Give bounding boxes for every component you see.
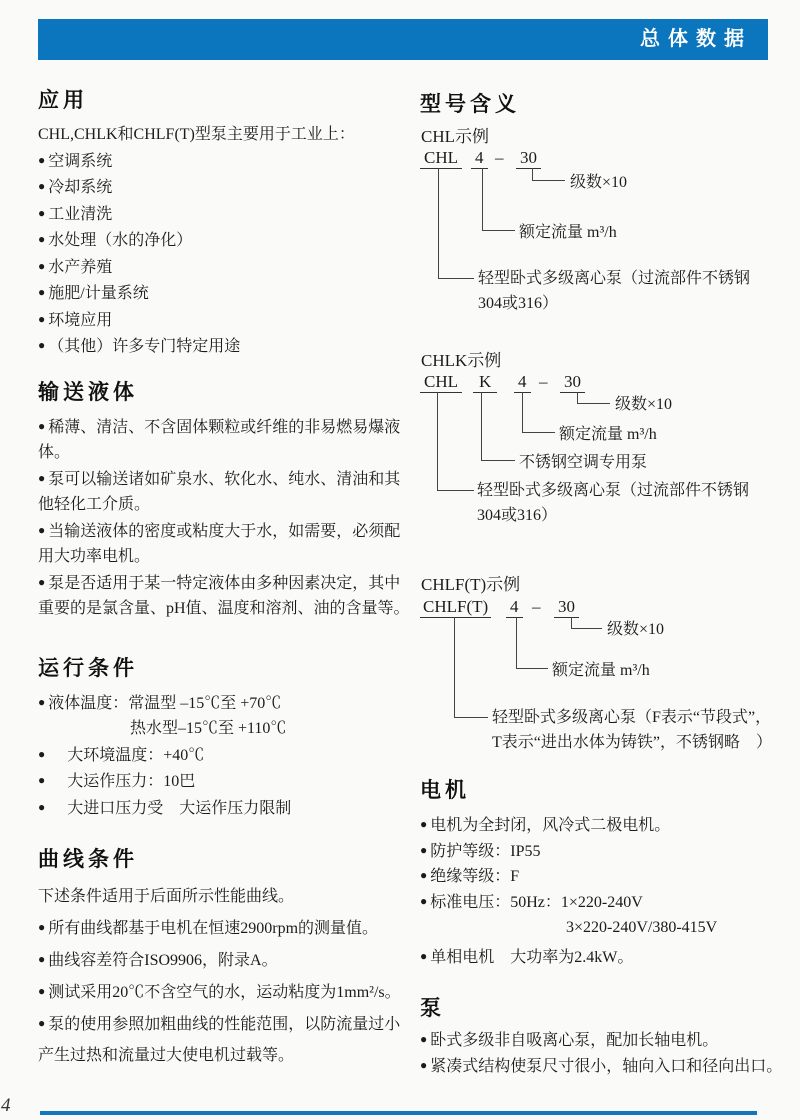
list-item: ● 环境应用 <box>38 307 410 334</box>
list-item: ● 空调系统 <box>38 148 410 175</box>
section-heading: 输送液体 <box>38 380 138 404</box>
diagram-label-stages: 级数×10 <box>615 396 673 413</box>
model-code-dash: – <box>539 372 548 391</box>
section-heading: 运行条件 <box>38 656 138 680</box>
diagram-label-flow: 额定流量 m³/h <box>519 224 617 241</box>
list-item: ● 泵是否适用于某一特定液体由多种因素决定，其中 重要的是氯含量、pH值、温度和溶剂、油的含量等。 <box>38 570 410 622</box>
model-code-part: K <box>473 372 497 393</box>
model-code-dash: – <box>532 597 541 616</box>
list-item: ● 施肥/计量系统 <box>38 280 410 307</box>
model-code-part: 4 <box>514 372 531 393</box>
list-item: ● 电机为全封闭，风冷式二极电机。 <box>420 812 670 838</box>
connector-elbow <box>532 168 565 181</box>
connector-elbow <box>438 168 474 279</box>
section-curve-conditions <box>38 847 410 1071</box>
model-code-dash: – <box>495 148 504 167</box>
diagram-label-k: 不锈钢空调专用泵 <box>519 454 648 471</box>
diagram-label-flow: 额定流量 m³/h <box>552 662 650 679</box>
model-code-part: 30 <box>516 148 541 169</box>
curve-list <box>38 912 410 1071</box>
diagram-label-stages: 级数×10 <box>607 621 665 638</box>
model-code-part: CHLF(T) <box>420 597 491 618</box>
list-item: ● 水处理（水的净化） <box>38 227 410 254</box>
connector-elbow <box>482 168 515 231</box>
footer-rule <box>40 1111 757 1115</box>
diagram-label-series <box>478 266 778 316</box>
applications-list <box>38 148 410 360</box>
list-item: ● 泵可以输送诸如矿泉水、软化水、纯水、清油和其他轻化工介质。 <box>38 466 410 518</box>
diagram-label-stages: 级数×10 <box>570 174 628 191</box>
diagram-label-line: T表示“进出水体为铸铁”，不锈钢略 ） <box>492 734 772 751</box>
list-item: ● 卧式多级非自吸离心泵，配加长轴电机。 <box>420 1027 718 1053</box>
model-code-part: 30 <box>554 597 579 618</box>
connector-elbow <box>571 617 602 629</box>
list-item: ● 泵的使用参照加粗曲线的性能范围，以防流量过小产生过热和流量过大使电机过载等。 <box>38 1008 410 1071</box>
list-item: ● 大环境温度：+40℃ <box>38 742 410 769</box>
left-column <box>38 88 417 1071</box>
list-item: ● 防护等级：IP55 <box>420 838 540 864</box>
connector-elbow <box>437 392 474 491</box>
list-item-continuation: 热水型–15℃至 +110℃ <box>130 720 287 737</box>
diagram-label-flow: 额定流量 m³/h <box>559 426 657 443</box>
connector-elbow <box>522 392 555 433</box>
list-item: ● 稀薄、清洁、不含固体颗粒或纤维的非易燃易爆液体。 <box>38 414 410 466</box>
example-title-chl: CHL示例 <box>421 127 489 146</box>
list-item: ● 工业清洗 <box>38 201 410 228</box>
model-code-part: 4 <box>471 148 488 169</box>
curve-intro: 下述条件适用于后面所示性能曲线。 <box>38 888 295 905</box>
list-item: ● 单相电机 大功率为2.4kW。 <box>420 944 633 970</box>
diagram-label-line: 轻型卧式多级离心泵（过流部件不锈钢 <box>477 482 750 499</box>
model-code-part: 30 <box>560 372 585 393</box>
section-heading: 曲线条件 <box>38 848 138 871</box>
list-item: ● 所有曲线都基于电机在恒速2900rpm的测量值。 <box>38 912 410 944</box>
model-diagram-chl <box>420 148 800 328</box>
list-item: ● 曲线容差符合ISO9906，附录A。 <box>38 944 410 976</box>
model-code-part: CHL <box>420 148 462 169</box>
list-item: ● 绝缘等级：F <box>420 863 519 889</box>
model-code-part: CHL <box>420 372 462 393</box>
section-heading: 电机 <box>420 779 470 802</box>
list-item: ● 水产养殖 <box>38 254 410 281</box>
section-applications <box>38 88 410 360</box>
page-number: 4 <box>1 1095 11 1116</box>
diagram-label-line: 304或316） <box>477 507 558 524</box>
section-heading: 型号含义 <box>420 93 520 116</box>
model-code-part: 4 <box>506 597 523 618</box>
connector-elbow <box>577 392 610 404</box>
example-title-chlk: CHLK示例 <box>421 351 502 370</box>
list-item: ● 紧凑式结构使泵尺寸很小，轴向入口和径向出口。 <box>420 1053 782 1079</box>
list-item: ● 冷却系统 <box>38 174 410 201</box>
list-item: ● 测试采用20℃不含空气的水，运动粘度为1mm²/s。 <box>38 976 410 1008</box>
diagram-label-series <box>477 478 777 528</box>
page-title: 总体数据 <box>640 28 752 50</box>
connector-elbow <box>481 392 515 461</box>
model-diagram-chlk <box>420 372 800 552</box>
diagram-label-series <box>492 705 800 755</box>
diagram-label-line: 轻型卧式多级离心泵（F表示“节段式”， <box>492 709 772 726</box>
list-item: ● 液体温度：常温型 –15℃至 +70℃ <box>38 690 410 717</box>
section-heading: 应用 <box>38 89 88 112</box>
model-diagram-chlft <box>420 597 800 777</box>
section-pumped-liquids <box>38 380 417 622</box>
list-item: ● 大进口压力受 大运作压力限制 <box>38 795 410 822</box>
diagram-label-line: 304或316） <box>478 295 559 312</box>
right-column <box>420 0 800 1120</box>
list-item: ● 大运作压力：10巴 <box>38 768 410 795</box>
list-item: ● （其他）许多专门特定用途 <box>38 333 410 360</box>
list-item: ● 标准电压：50Hz：1×220-240V <box>420 889 643 915</box>
connector-elbow <box>454 617 488 718</box>
section-operating-conditions <box>38 656 410 822</box>
applications-intro: CHL,CHLK和CHLF(T)型泵主要用于工业上： <box>38 126 355 143</box>
list-item-continuation: 3×220-240V/380-415V <box>566 919 718 936</box>
diagram-label-line: 轻型卧式多级离心泵（过流部件不锈钢 <box>478 270 751 287</box>
section-heading: 泵 <box>420 997 445 1020</box>
example-title-chlft: CHLF(T)示例 <box>421 575 521 594</box>
list-item: ● 当输送液体的密度或粘度大于水，如需要，必须配用大功率电机。 <box>38 518 410 570</box>
connector-elbow <box>516 617 548 669</box>
